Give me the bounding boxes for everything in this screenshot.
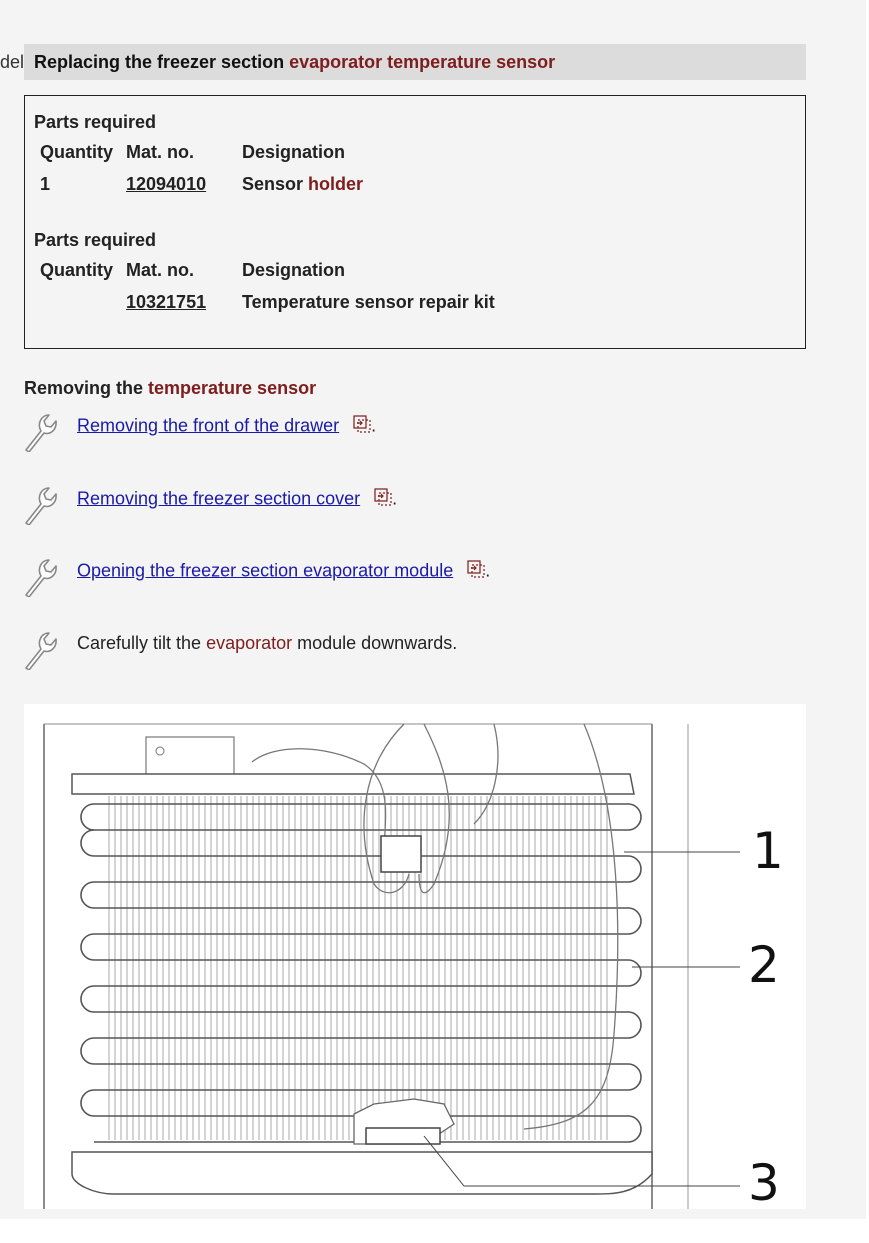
part-quantity: 1 — [40, 174, 51, 194]
evaporator-diagram — [24, 704, 806, 1209]
callout-3: 3 — [748, 1154, 780, 1209]
part-designation-plain: Sensor — [242, 174, 309, 194]
cross-reference-icon[interactable] — [353, 415, 371, 438]
part-designation — [242, 174, 363, 195]
wrench-icon — [22, 483, 58, 525]
wrench-icon — [22, 555, 58, 597]
step-text-highlight: evaporator — [206, 633, 293, 653]
step-suffix: . — [371, 415, 377, 436]
wrench-icon — [22, 410, 58, 452]
column-designation-header: Designation — [242, 260, 346, 280]
step-link-freezer-cover[interactable]: Removing the freezer section cover — [77, 488, 361, 509]
column-quantity-header: Quantity — [40, 142, 114, 162]
evaporator-illustration — [24, 704, 806, 1209]
step-item — [22, 410, 622, 458]
truncated-breadcrumb-text: del — [0, 52, 25, 72]
callout-2: 2 — [748, 936, 780, 994]
step-link-evaporator-module[interactable]: Opening the freezer section evaporator module — [77, 560, 454, 581]
page-title-highlight: evaporator temperature sensor — [289, 52, 556, 72]
part-matno-link[interactable]: 10321751 — [126, 292, 207, 312]
wrench-icon — [22, 628, 58, 670]
parts-required-heading: Parts required — [34, 230, 157, 250]
step-text — [77, 415, 376, 438]
column-quantity-header: Quantity — [40, 260, 114, 280]
step-item — [22, 628, 622, 676]
title-bar — [24, 44, 806, 80]
step-suffix: . — [485, 560, 491, 581]
column-matno-header: Mat. no. — [126, 260, 194, 280]
cross-reference-icon[interactable] — [374, 488, 392, 511]
step-link-drawer-front[interactable]: Removing the front of the drawer — [77, 415, 340, 436]
section-heading-highlight: temperature sensor — [148, 378, 317, 398]
page-title-plain: Replacing the freezer section — [34, 52, 290, 72]
step-text — [77, 633, 457, 654]
part-designation-highlight: holder — [308, 174, 364, 194]
part-designation-highlight: Temperature sensor repair kit — [242, 292, 495, 312]
callout-1: 1 — [752, 822, 784, 880]
column-designation-header: Designation — [242, 142, 346, 162]
step-item — [22, 555, 622, 603]
step-suffix: . — [392, 488, 398, 509]
parts-required-heading: Parts required — [34, 112, 157, 132]
step-text — [77, 488, 397, 511]
column-matno-header: Mat. no. — [126, 142, 194, 162]
parts-required-box — [24, 95, 806, 349]
step-text-pre: Carefully tilt the — [77, 633, 207, 653]
section-heading — [24, 378, 316, 399]
part-matno-link[interactable]: 12094010 — [126, 174, 207, 194]
cross-reference-icon[interactable] — [467, 560, 485, 583]
step-text — [77, 560, 490, 583]
section-heading-plain: Removing the — [24, 378, 149, 398]
step-text-post: module downwards. — [292, 633, 458, 653]
page-title — [34, 52, 555, 73]
step-item — [22, 483, 622, 531]
